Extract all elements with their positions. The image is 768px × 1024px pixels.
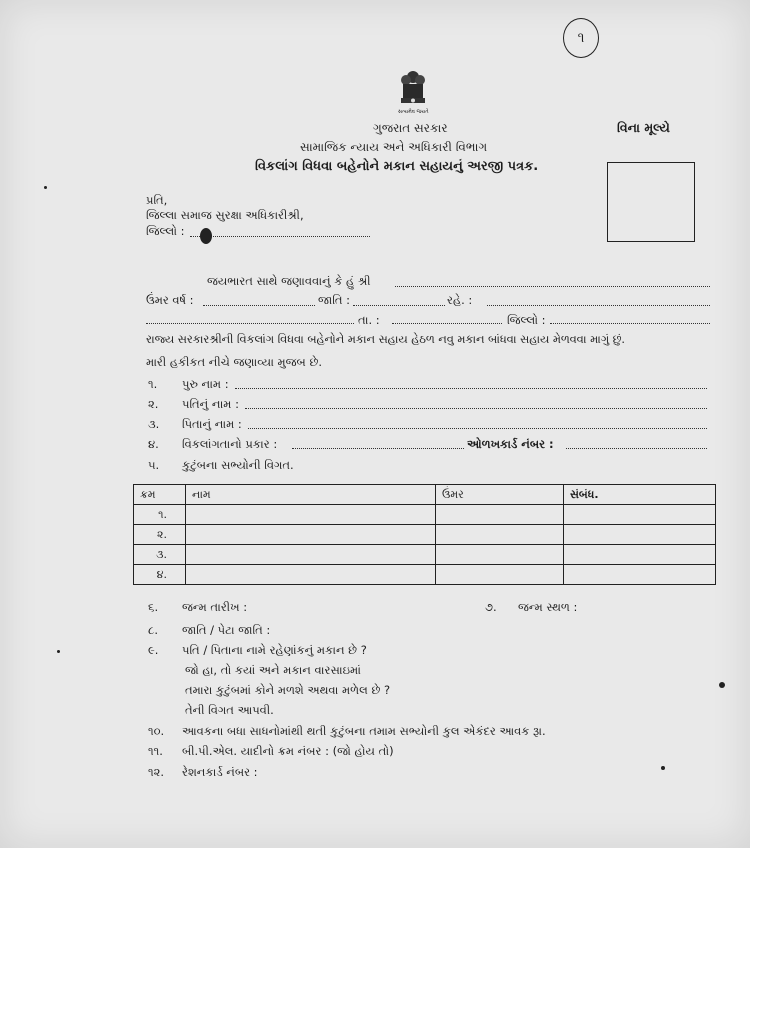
field-10-label: આવકના બધા સાધનોમાંથી થતી કુટુંબના તમામ સભ્યોની કુલ એકંદર આવક રૂા. — [182, 724, 546, 738]
field-11-label: બી.પી.એલ. યાદીનો ક્રમ નંબર : (જો હોય તો) — [182, 744, 394, 758]
caste-line — [353, 305, 445, 306]
field-9-line-4: તેની વિગત આપવી. — [185, 703, 274, 717]
form-title: વિકલાંગ વિધવા બહેનોને મકાન સહાયનું અરજી પત્રક. — [255, 159, 539, 174]
field-10-number: ૧૦. — [148, 724, 165, 738]
table-row — [134, 505, 716, 525]
field-6-number: ૬. — [148, 600, 159, 614]
scan-speck — [44, 186, 47, 189]
col-header-age: ઉંમર — [436, 485, 564, 505]
department-name: સામાજિક ન્યાય અને અધિકારી વિભાગ — [300, 140, 488, 154]
age-cell[interactable] — [436, 545, 564, 565]
district-line — [550, 323, 710, 324]
field-3-line — [248, 428, 707, 429]
field-4-extra-label: ઓળખકાર્ડ નંબર : — [467, 437, 554, 451]
field-12-number: ૧૨. — [148, 765, 165, 779]
scan-speck — [57, 650, 60, 653]
field-1-line — [235, 388, 707, 389]
address-district-line — [190, 236, 370, 237]
table-row — [134, 545, 716, 565]
address-district-label: જિલ્લો : — [146, 224, 185, 238]
age-cell[interactable] — [436, 505, 564, 525]
row-serial: ૧. — [134, 505, 186, 525]
field-4-line — [292, 448, 464, 449]
relation-cell[interactable] — [564, 505, 716, 525]
ink-blot — [200, 228, 212, 244]
name-cell[interactable] — [186, 525, 436, 545]
row-serial: ૪. — [134, 565, 186, 585]
government-name: ગુજરાત સરકાર — [373, 121, 448, 135]
district-label: જિલ્લો : — [507, 313, 546, 327]
row-serial: ૩. — [134, 545, 186, 565]
emblem-caption: સત્યમેવ જયતે — [398, 109, 429, 115]
scan-speck — [661, 766, 665, 770]
residence-label: રહે. : — [447, 293, 473, 307]
age-line — [203, 305, 315, 306]
greeting-text: જયભારત સાથે જણાવવાનું કે હું શ્રી — [207, 274, 371, 288]
field-1-number: ૧. — [148, 377, 158, 391]
address-to: પ્રતિ, — [146, 193, 168, 207]
field-2-line — [245, 408, 707, 409]
name-cell[interactable] — [186, 505, 436, 525]
caste-label: જાતિ : — [318, 293, 350, 307]
field-8-number: ૮. — [148, 623, 158, 637]
field-6-label: જન્મ તારીખ : — [182, 600, 248, 614]
field-8-label: જાતિ / પેટા જાતિ : — [182, 623, 271, 637]
field-5-label: કુટુંબના સભ્યોની વિગત. — [182, 458, 294, 472]
field-7-label: જન્મ સ્થળ : — [518, 600, 578, 614]
taluka-line — [392, 323, 502, 324]
table-row — [134, 565, 716, 585]
field-3-label: પિતાનું નામ : — [182, 417, 242, 431]
field-9-number: ૯. — [148, 643, 159, 657]
field-2-label: પતિનું નામ : — [182, 397, 239, 411]
field-9-line-2: જો હા, તો કયાં અને મકાન વારસાઇમાં — [185, 663, 361, 677]
field-4-number: ૪. — [148, 437, 159, 451]
field-1-label: પુરુ નામ : — [182, 377, 229, 391]
age-cell[interactable] — [436, 525, 564, 545]
field-7-number: ૭. — [485, 600, 497, 614]
relation-cell[interactable] — [564, 545, 716, 565]
relation-cell[interactable] — [564, 565, 716, 585]
family-members-table — [133, 484, 716, 585]
relation-cell[interactable] — [564, 525, 716, 545]
age-label: ઉંમર વર્ષ : — [146, 293, 194, 307]
village-line — [146, 323, 354, 324]
free-label: વિના મૂલ્યે — [617, 120, 670, 135]
table-header-row — [134, 485, 716, 505]
field-11-number: ૧૧. — [148, 744, 163, 758]
age-cell[interactable] — [436, 565, 564, 585]
page-number: ૧ — [577, 30, 585, 46]
name-cell[interactable] — [186, 545, 436, 565]
field-2-number: ૨. — [148, 397, 159, 411]
table-row — [134, 525, 716, 545]
applicant-name-line — [395, 286, 710, 287]
name-cell[interactable] — [186, 565, 436, 585]
row-serial: ૨. — [134, 525, 186, 545]
field-4-extra-line — [566, 448, 707, 449]
request-line-2: મારી હકીકત નીચે જણાવ્યા મુજબ છે. — [146, 355, 322, 369]
photo-box — [607, 162, 695, 242]
field-9-line-3: તમારા કુટુંબમાં કોને મળશે અથવા મળેલ છે ? — [185, 683, 391, 697]
page-number-circle — [563, 18, 599, 58]
field-4-label: વિકલાંગતાનો પ્રકાર : — [182, 437, 278, 451]
col-header-serial: ક્રમ — [134, 485, 186, 505]
residence-line — [487, 305, 710, 306]
request-line-1: રાજ્ય સરકારશ્રીની વિકલાંગ વિધવા બહેનોને મકાન સહાય હેઠળ નવુ મકાન બાંધવા સહાય મેળવવા માગું છું. — [146, 333, 625, 346]
field-9-line-1: પતિ / પિતાના નામે રહેણાંકનું મકાન છે ? — [182, 643, 367, 657]
field-12-label: રેશનકાર્ડ નંબર : — [182, 765, 258, 779]
address-officer: જિલ્લા સમાજ સુરક્ષા અધિકારીશ્રી, — [146, 208, 304, 222]
field-5-number: ૫. — [148, 458, 160, 472]
taluka-label: તા. : — [358, 313, 380, 327]
scan-speck — [719, 682, 725, 688]
field-3-number: ૩. — [148, 417, 160, 431]
col-header-relation: સંબંધ. — [564, 485, 716, 505]
col-header-name: નામ — [186, 485, 436, 505]
